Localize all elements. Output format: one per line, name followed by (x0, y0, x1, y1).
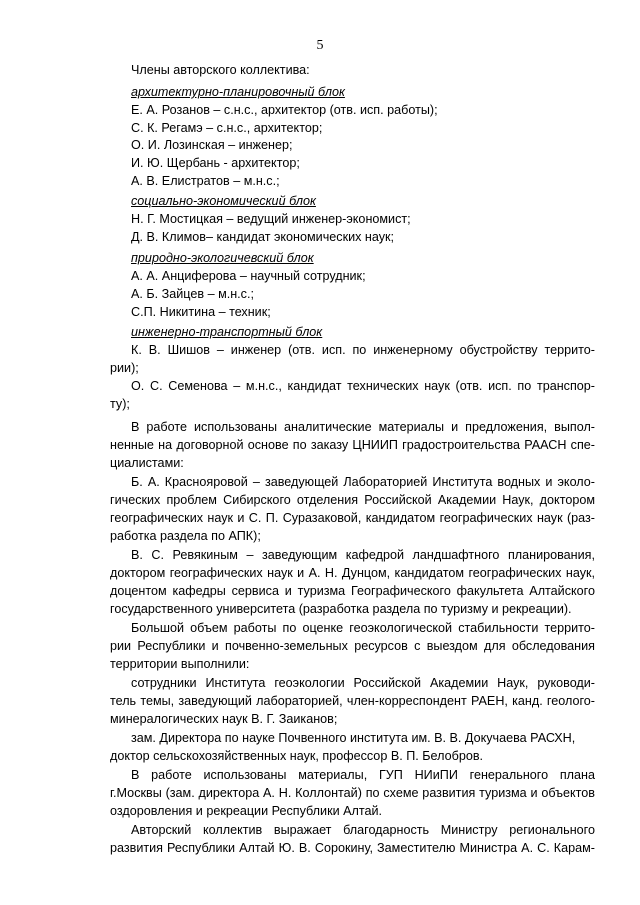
paragraph-line: географических наук и С. П. Суразаковой, кандидатом географических наук (раз- (110, 511, 595, 525)
paragraph-line: минералогических наук В. Г. Заиканов; (110, 712, 338, 726)
member-line: К. В. Шишов – инженер (отв. исп. по инженерному обустройству террито- (131, 343, 595, 357)
paragraph-line: оздоровления и рекреации Республики Алтай. (110, 804, 383, 818)
paragraph-line: В. С. Ревякиным – заведующим кафедрой ландшафтного планирования, (131, 548, 595, 562)
member-line: Н. Г. Мостицкая – ведущий инженер-экономист; (131, 212, 411, 226)
member-line: Е. А. Розанов – с.н.с., архитектор (отв. исп. работы); (131, 103, 438, 117)
member-line: рии); (110, 361, 139, 375)
paragraph-line: Большой объем работы по оценке геоэкологической стабильности террито- (131, 621, 595, 635)
paragraph-line: гических проблем Сибирского отделения Российской Академии Наук, доктором (110, 493, 595, 507)
block-title: природно-экологичевский блок (131, 251, 314, 265)
member-line: С.П. Никитина – техник; (131, 305, 271, 319)
member-line: О. И. Лозинская – инженер; (131, 138, 293, 152)
member-line: И. Ю. Щербань - архитектор; (131, 156, 300, 170)
paragraph-line: тель темы, заведующий лабораторией, член-корреспондент РАЕН, канд. геолого- (110, 694, 595, 708)
member-line: О. С. Семенова – м.н.с., кандидат технических наук (отв. исп. по транспор- (131, 379, 595, 393)
member-line: А. В. Елистратов – м.н.с.; (131, 174, 280, 188)
paragraph-line: ненные на договорной основе по заказу ЦНИИП градостроительства РААСН спе- (110, 438, 595, 452)
paragraph-line: доктором географических наук и А. Н. Дунцом, кандидатом географических наук, (110, 566, 595, 580)
block-title: социально-экономический блок (131, 194, 316, 208)
authors-intro: Члены авторского коллектива: (131, 63, 310, 77)
paragraph-line: В работе использованы аналитические материалы и предложения, выпол- (131, 420, 595, 434)
member-line: С. К. Регамэ – с.н.с., архитектор; (131, 121, 323, 135)
paragraph-line: работка раздела по АПК); (110, 529, 261, 543)
paragraph-line: циалистами: (110, 456, 184, 470)
page-number: 5 (316, 38, 324, 53)
paragraph-line: доцентом кафедры сервиса и туризма Географического факультета Алтайского (110, 584, 595, 598)
block-title: архитектурно-планировочный блок (131, 85, 345, 99)
paragraph-line: Б. А. Краснояровой – заведующей Лабораторией Института водных и эколо- (131, 475, 595, 489)
block-title: инженерно-транспортный блок (131, 325, 323, 339)
member-line: Д. В. Климов– кандидат экономических наук; (131, 230, 395, 244)
paragraph-line: В работе использованы материалы, ГУП НИиПИ генерального плана (131, 768, 595, 782)
paragraph-line: сотрудники Института геоэкологии Российской Академии Наук, руководи- (131, 676, 595, 690)
member-line: А. Б. Зайцев – м.н.с.; (131, 287, 254, 301)
paragraph-line: доктор сельскохозяйственных наук, профессор В. П. Белобров. (110, 749, 484, 763)
paragraph-line: Авторский коллектив выражает благодарность Министру регионального (131, 823, 595, 837)
paragraph-line: г.Москвы (зам. директора А. Н. Коллонтай) по схеме развития туризма и объектов (110, 786, 595, 800)
member-line: А. А. Анциферова – научный сотрудник; (131, 269, 366, 283)
paragraph-line: территории выполнили: (110, 657, 250, 671)
paragraph-line: зам. Директора по науке Почвенного института им. В. В. Докучаева РАСХН, (131, 731, 576, 745)
paragraph-line: государственного университета (разработка раздела по туризму и рекреации). (110, 602, 572, 616)
paragraph-line: развития Республики Алтай Ю. В. Сорокину, Заместителю Министра А. С. Карам- (110, 841, 595, 855)
paragraph-line: рии Республики и почвенно-земельных ресурсов с выездом для обследования (110, 639, 595, 653)
member-line: ту); (110, 397, 130, 411)
